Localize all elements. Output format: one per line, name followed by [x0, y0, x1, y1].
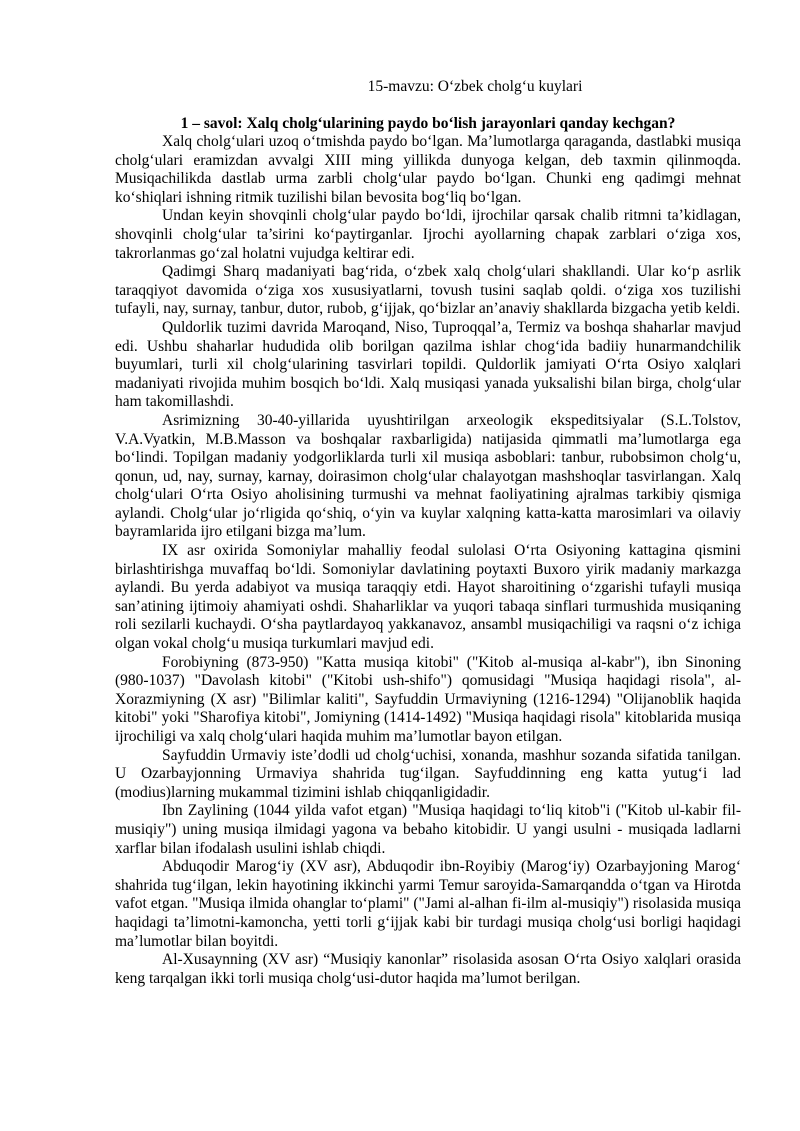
paragraph: IX asr oxirida Somoniylar mahalliy feodal sulolasi O‘rta Osiyoning kattagina qismini birlashtirishga muvaffaq bo‘ldi. Somoniylar davlatining poytaxti Buxoro yirik madaniy markazga aylandi. Bu yerda adabiyot va musiqa taraqqiy etdi. Hayot sharoitining o‘zgarishi tufayli musiqa san’atining ijtimoiy ahamiyati oshdi. Shaharliklar va yuqori tabaqa sinflari turmushida musiqaning roli sezilarli kuchaydi. O‘sha paytlardayoq yakkanavoz, ansambl musiqachiligi va raqsni o‘z ichiga olgan vokal cholg‘u musiqa turkumlari mavjud edi. — [115, 542, 741, 653]
paragraph: Xalq cholg‘ulari uzoq o‘tmishda paydo bo‘lgan. Ma’lumotlarga qaraganda, dastlabki musiqa cholg‘ulari eramizdan avvalgi XIII ming yillikda dunyoga kelgan, deb taxmin qilinmoqda. Musiqachilikda dastlab urma zarbli cholg‘ular paydo bo‘lgan. Chunki eng qadimgi mehnat ko‘shiqlari ishning ritmik tuzilishi bilan bevosita bog‘liq bo‘lgan. — [115, 133, 741, 206]
document-page — [115, 78, 741, 988]
paragraph: Al-Xusaynning (XV asr) “Musiqiy kanonlar” risolasida asosan O‘rta Osiyo xalqlari orasida keng tarqalgan ikki torli musiqa cholg‘usi-dutor haqida ma’lumot berilgan. — [115, 951, 741, 987]
paragraph: Quldorlik tuzimi davrida Maroqand, Niso, Tuproqqal’a, Termiz va boshqa shaharlar mavjud edi. Ushbu shaharlar hududida olib borilgan qazilma ishlar chog‘ida badiiy hunarmandchilik buyumlari, turli xil cholg‘ularining tasvirlari topildi. Quldorlik jamiyati O‘rta Osiyo xalqlari madaniyati rivojida muhim bosqich bo‘ldi. Xalq musiqasi yanada yuksalishi bilan birga, cholg‘ular ham takomillashdi. — [115, 318, 741, 411]
paragraph: Asrimizning 30-40-yillarida uyushtirilgan arxeologik ekspeditsiyalar (S.L.Tolstov, V.A.Vyatkin, M.B.Masson va boshqalar raxbarligida) natijasida qimmatli ma’lumotlarga ega bo‘lindi. Topilgan madaniy yodgorliklarda turli xil musiqa asboblari: tanbur, rubobsimon cholg‘u, qonun, ud, nay, surnay, karnay, doirasimon cholg‘ular chalayotgan mashshoqlar tasvirlangan. Xalq cholg‘ulari O‘rta Osiyo aholisining turmushi va mehnat faoliyatining ajralmas tarkibiy qismiga aylandi. Cholg‘ular jo‘rligida qo‘shiq, o‘yin va kuylar xalqning katta-katta marosimlari va oilaviy bayramlarida ijro etilgani bizga ma’lum. — [115, 411, 741, 541]
question-heading: 1 – savol: Xalq cholg‘ularining paydo bo‘lish jarayonlari qanday kechgan? — [180, 115, 676, 132]
paragraph: Ibn Zaylining (1044 yilda vafot etgan) "Musiqa haqidagi to‘liq kitob"i ("Kitob ul-kabir fil-musiqiy") uning musiqa ilmidagi yagona va bebaho kitobidir. U yangi usulni - musiqada ladlarni xarflar bilan ifodalash usulini ishlab chiqdi. — [115, 802, 741, 857]
paragraph: Forobiyning (873-950) "Katta musiqa kitobi" ("Kitob al-musiqa al-kabr"), ibn Sinoning (980-1037) "Davolash kitobi" ("Kitobi ush-shifo") qomusidagi "Musiqa haqidagi risola", al-Xorazmiyning (X asr) "Bilimlar kaliti", Sayfuddin Urmaviyning (1216-1294) "Olijanoblik haqida kitobi" yoki "Sharofiya kitobi", Jomiyning (1414-1492) "Musiqa haqidagi risola" kitoblarida musiqa ijrochiligi va xalq cholg‘ulari haqida muhim ma’lumotlar bayon etilgan. — [115, 653, 741, 745]
paragraph: Qadimgi Sharq madaniyati bag‘rida, o‘zbek xalq cholg‘ulari shakllandi. Ular ko‘p asrlik taraqqiyot davomida o‘ziga xos xususiyatlarni, tovush tusini saqlab qoldi. o‘ziga xos tuzilishi tufayli, nay, surnay, tanbur, dutor, rubob, g‘ijjak, qo‘bizlar an’anaviy shakllarda bizgacha yetib keldi. — [115, 263, 741, 318]
paragraph: Sayfuddin Urmaviy iste’dodli ud cholg‘uchisi, xonanda, mashhur sozanda sifatida tanilgan. U Ozarbayjonning Urmaviya shahrida tug‘ilgan. Sayfuddinning eng katta yutug‘i lad (modius)larning mukammal tizimini ishlab chiqqanligidadir. — [115, 746, 741, 801]
document-title: 15-mavzu: O‘zbek cholg‘u kuylari — [367, 78, 583, 95]
paragraph: Undan keyin shovqinli cholg‘ular paydo bo‘ldi, ijrochilar qarsak chalib ritmni ta’kidlagan, shovqinli cholg‘ular ta’sirini ko‘paytirganlar. Ijrochi ayollarning chapak zarblari o‘ziga xos, takrorlanmas go‘zal holatni vujudga keltirar edi. — [115, 207, 741, 262]
paragraph: Abduqodir Marog‘iy (XV asr), Abduqodir ibn-Royibiy (Marog‘iy) Ozarbayjoning Marog‘ shahrida tug‘ilgan, lekin hayotining ikkinchi yarmi Temur saroyida-Samarqandda o‘tgan va Hirotda vafot etgan. "Musiqa ilmida ohanglar to‘plami" ("Jami al-alhan fi-ilm al-musiqiy") risolasida musiqa haqidagi ta’limotni-kamoncha, yetti torli g‘ijjak kabi bir turdagi musiqa cholg‘usi borligi haqidagi ma’lumotlar bilan boyitdi. — [115, 858, 741, 950]
